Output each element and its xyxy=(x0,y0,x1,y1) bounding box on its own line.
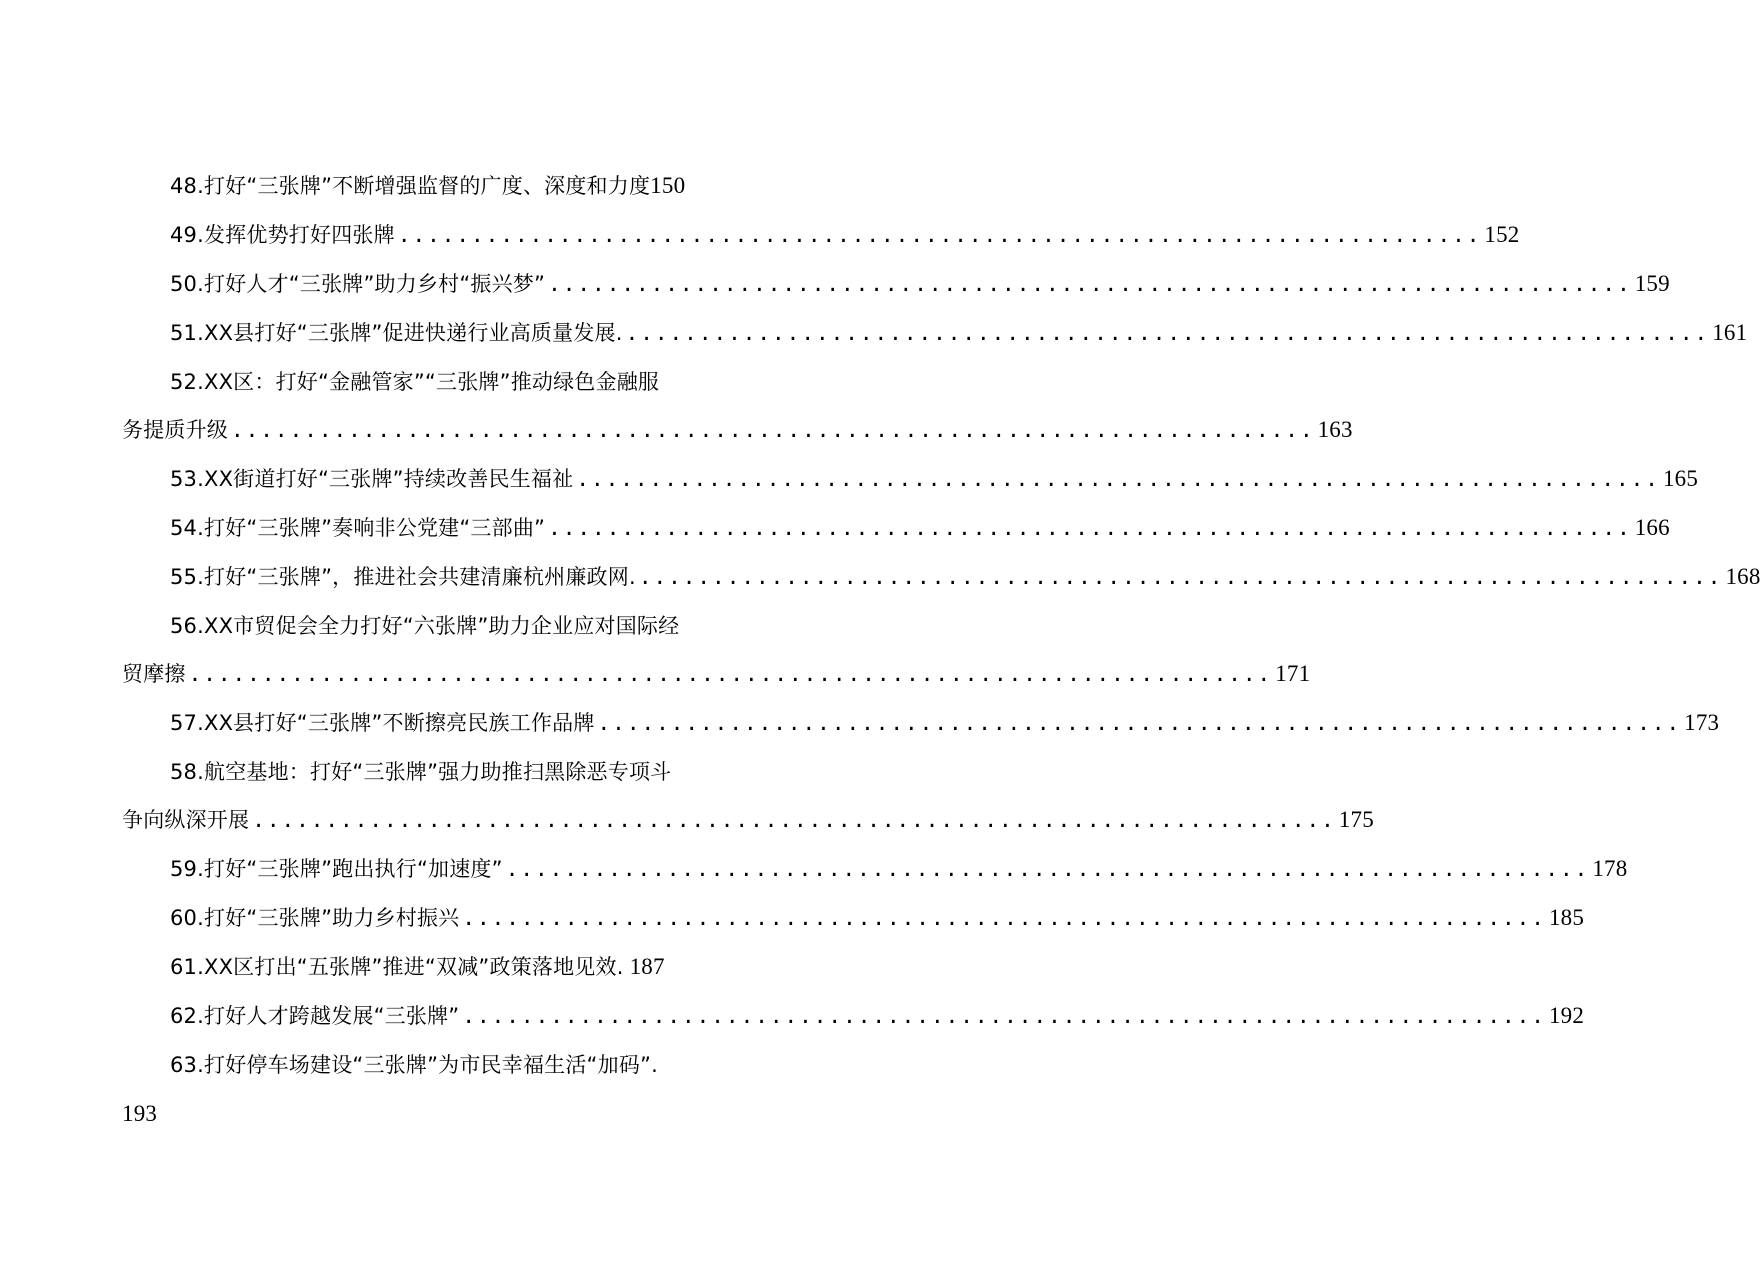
entry-page: 187 xyxy=(629,954,665,979)
entry-number: 58. xyxy=(170,760,204,784)
toc-entry xyxy=(122,511,1670,545)
toc-entry xyxy=(122,706,1720,740)
entry-number: 59. xyxy=(170,857,204,881)
entry-page: 165 xyxy=(1662,466,1699,491)
entry-number: 52. xyxy=(170,370,204,394)
toc-entry-continuation xyxy=(122,803,1374,837)
entry-page: 152 xyxy=(1484,222,1520,247)
toc-entry xyxy=(122,755,796,789)
entry-title: 打好人才“三张牌”助力乡村“振兴梦” xyxy=(204,272,546,296)
dot-leader: .......................................................................... xyxy=(625,321,1710,345)
entry-page: 171 xyxy=(1275,661,1311,686)
dot-leader: .......................................................................... xyxy=(597,711,1682,735)
toc-entry xyxy=(122,316,1748,350)
dot-leader: .......................................................................... xyxy=(548,516,1632,540)
entry-title: XX市贸促会全力打好“六张牌”助力企业应对国际经 xyxy=(204,614,680,638)
entry-number: 61. xyxy=(170,955,204,979)
toc-entry xyxy=(122,609,796,643)
entry-title: XX县打好“三张牌”不断擦亮民族工作品牌 xyxy=(204,711,595,735)
toc-entry xyxy=(122,365,796,399)
entry-page: 173 xyxy=(1684,710,1720,735)
entry-number: 57. xyxy=(170,711,204,735)
entry-number: 50. xyxy=(170,272,204,296)
entry-page: 192 xyxy=(1548,1003,1585,1028)
toc-entry xyxy=(122,950,796,984)
dot-leader: .......................................................................... xyxy=(231,418,1315,442)
toc-entry xyxy=(122,267,1670,301)
dot-leader: .......................................................................... xyxy=(462,906,1546,930)
toc-entry-continuation xyxy=(122,657,1311,691)
entry-title: XX区：打好“金融管家”“三张牌”推动绿色金融服 xyxy=(204,370,660,394)
entry-title: 打好“三张牌”跑出执行“加速度” xyxy=(204,857,503,881)
entry-title: 打好“三张牌”不断增强监督的广度、深度和力度 xyxy=(204,174,651,198)
entry-page: 166 xyxy=(1634,515,1670,540)
entry-page: 168 xyxy=(1725,564,1761,589)
entry-title: 打好“三张牌”奏响非公党建“三部曲” xyxy=(204,516,546,540)
entry-title: 打好人才跨越发展“三张牌” xyxy=(204,1004,460,1028)
entry-title: 打好“三张牌”助力乡村振兴 xyxy=(204,906,460,930)
toc-entry xyxy=(122,1048,796,1082)
entry-title: XX区打出“五张牌”推进“双减”政策落地见效. xyxy=(204,955,624,979)
toc-entry xyxy=(122,852,1628,886)
entry-title: 发挥优势打好四张牌 xyxy=(204,223,395,247)
entry-title: XX县打好“三张牌”促进快递行业高质量发展. xyxy=(204,321,623,345)
entry-title-continued: 务提质升级 xyxy=(122,418,228,442)
entry-page: 193 xyxy=(122,1101,158,1126)
entry-title: 打好“三张牌”，推进社会共建清廉杭州廉政网. xyxy=(204,565,636,589)
entry-number: 55. xyxy=(170,565,204,589)
entry-page: 185 xyxy=(1548,905,1585,930)
entry-title-continued: 贸摩擦 xyxy=(122,662,186,686)
dot-leader: .......................................................................... xyxy=(188,662,1273,686)
entry-page: 159 xyxy=(1634,271,1670,296)
toc-entry xyxy=(122,218,1520,252)
toc-entry xyxy=(122,560,1761,594)
toc-entry-continuation xyxy=(122,413,1353,447)
dot-leader: .......................................................................... xyxy=(252,808,1336,832)
entry-page: 175 xyxy=(1338,807,1374,832)
toc-entry xyxy=(122,169,796,203)
entry-title: 打好停车场建设“三张牌”为市民幸福生活“加码”. xyxy=(204,1053,658,1077)
entry-title: XX街道打好“三张牌”持续改善民生福祉 xyxy=(204,467,574,491)
entry-page: 161 xyxy=(1712,320,1748,345)
entry-number: 53. xyxy=(170,467,204,491)
entry-title-continued: 争向纵深开展 xyxy=(122,808,250,832)
toc-entry-continuation xyxy=(122,1097,796,1131)
entry-number: 62. xyxy=(170,1004,204,1028)
dot-leader: .......................................................................... xyxy=(462,1004,1546,1028)
entry-page: 163 xyxy=(1317,417,1353,442)
entry-number: 54. xyxy=(170,516,204,540)
toc-entry xyxy=(122,462,1699,496)
dot-leader: .......................................................................... xyxy=(638,565,1723,589)
entry-number: 56. xyxy=(170,614,204,638)
entry-number: 49. xyxy=(170,223,204,247)
entry-title: 航空基地：打好“三张牌”强力助推扫黑除恶专项斗 xyxy=(204,760,672,784)
entry-number: 51. xyxy=(170,321,204,345)
entry-number: 60. xyxy=(170,906,204,930)
entry-page: 150 xyxy=(650,173,686,198)
entry-number: 63. xyxy=(170,1053,204,1077)
toc-entry xyxy=(122,901,1585,935)
dot-leader: .......................................................................... xyxy=(548,272,1632,296)
dot-leader: .......................................................................... xyxy=(576,467,1660,491)
toc-entry xyxy=(122,999,1585,1033)
dot-leader: .......................................................................... xyxy=(397,223,1482,247)
dot-leader: .......................................................................... xyxy=(505,857,1590,881)
entry-page: 178 xyxy=(1592,856,1628,881)
entry-number: 48. xyxy=(170,174,204,198)
